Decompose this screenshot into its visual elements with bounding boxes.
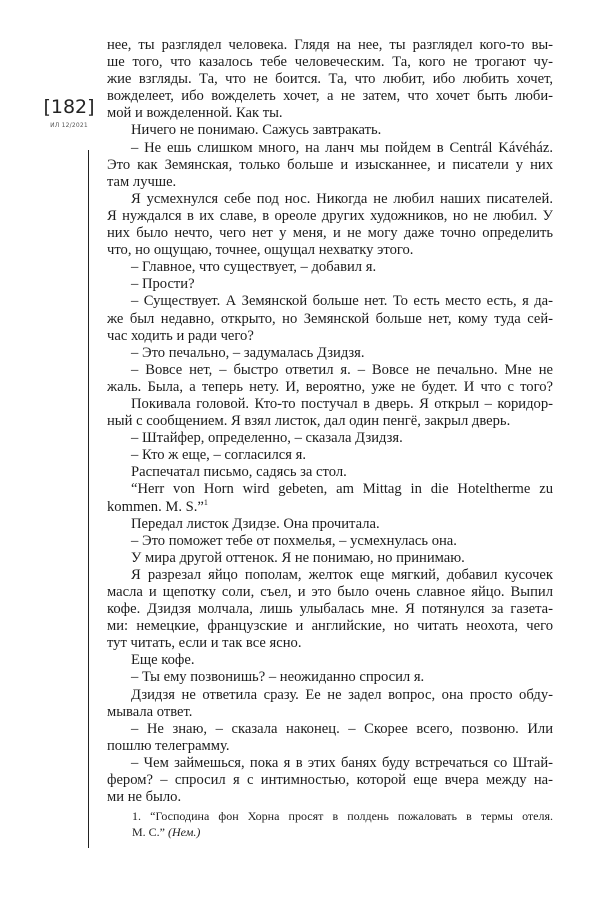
text-line: [107, 311, 553, 328]
text-line: [107, 242, 553, 259]
text-line-content: ный с сообщением. Я взял листок, дал один пенгё, закрыл дверь.: [107, 413, 511, 430]
text-line-content: Дзидзя не ответила сразу. Ее не задел вопрос, она просто обду-: [131, 686, 553, 703]
text-line-content: – Штайфер, определенно, – сказала Дзидзя.: [131, 430, 403, 447]
text-line: [107, 601, 553, 618]
text-line: [107, 687, 553, 704]
text-line: [107, 276, 553, 293]
text-line-content: – Это печально, – задумалась Дзидзя.: [131, 344, 365, 361]
text-line-content: мывала ответ.: [107, 703, 193, 720]
text-line-content: фером? – спросил я с интимностью, которой еще вчера между на-: [107, 772, 553, 789]
text-line: [107, 738, 553, 755]
text-line: [107, 191, 553, 208]
text-line: [107, 140, 553, 157]
text-line-content: ше того, что казалось тебе человеческим. Та, кого не трогают чу-: [107, 54, 553, 71]
text-line: [107, 174, 553, 191]
text-line-content: масла и щепотку соли, съел, и это было очень славное яйцо. Выпил: [107, 584, 553, 600]
text-line: [107, 464, 553, 481]
footnote-language: (Нем.): [168, 825, 201, 839]
text-line: [107, 208, 553, 225]
text-line-content: Передал листок Дзидзе. Она прочитала.: [131, 515, 380, 532]
text-line: [107, 379, 553, 396]
text-line: [107, 755, 553, 772]
journal-issue: ИЛ 12/2021: [50, 122, 88, 129]
text-line: [107, 293, 553, 310]
text-line: [107, 652, 553, 669]
text-line: [107, 721, 553, 738]
text-line-content: – Прости?: [131, 276, 195, 293]
text-line: [107, 635, 553, 652]
text-line: [107, 345, 553, 362]
text-line: [107, 54, 553, 71]
text-line: [107, 618, 553, 635]
text-line: [107, 105, 553, 122]
text-line-content: Это как Земянская, только больше и изысканнее, и писатели у них: [107, 156, 553, 173]
text-line: [107, 669, 553, 686]
text-line: [107, 71, 553, 88]
text-line-content: жаль. Была, а теперь нету. И, вероятно, уже не будет. И что с того?: [107, 378, 553, 395]
text-line-content: ми не было.: [107, 789, 182, 806]
text-line: [107, 225, 553, 242]
text-line-content: кофе. Дзидзя молчала, лишь улыбалась мне. Я потянулся за газета-: [107, 601, 553, 618]
text-line-content: них было нечто, чего нет у меня, и не могу даже точно определить: [107, 225, 553, 242]
text-line-content: час ходить и ради чего?: [107, 327, 254, 344]
text-line-content: – Главное, что существует, – добавил я.: [131, 259, 377, 276]
text-line-content: У мира другой оттенок. Я не понимаю, но принимаю.: [131, 549, 465, 566]
text-line-content: – Не ешь слишком много, на ланч мы пойдем в Centrál Kávéház.: [131, 139, 553, 156]
footnote-line: [107, 824, 553, 840]
text-line-content: “Herr von Horn wird gebeten, am Mittag in die Hoteltherme zu: [131, 481, 553, 498]
text-line: [107, 259, 553, 276]
text-line: [107, 88, 553, 105]
text-line: [107, 430, 553, 447]
text-line: [107, 396, 553, 413]
text-line: [107, 567, 553, 584]
text-line-content: Покивала головой. Кто-то постучал в дверь. Я открыл – коридор-: [131, 395, 553, 412]
text-line-content: – Чем займешься, пока я в этих банях буду встречаться со Штай-: [131, 754, 553, 771]
text-line-content: Я нуждался в их славе, в ореоле других художников, но не любил. У: [107, 207, 553, 224]
body-text: [107, 37, 553, 806]
text-line: [107, 122, 553, 139]
text-line: [107, 789, 553, 806]
text-line-content: нее, ты разглядел человека. Глядя на нее, ты разглядел кого-то вы-: [107, 37, 553, 53]
text-line: [107, 584, 553, 601]
text-line: [107, 772, 553, 789]
text-line-content: Ничего не понимаю. Сажусь завтракать.: [131, 122, 382, 139]
text-line-content: Еще кофе.: [131, 652, 195, 669]
text-line-content: Я усмехнулся себе под нос. Никогда не любил наших писателей.: [131, 190, 553, 207]
text-line-content: тут читать, если и так все ясно.: [107, 635, 302, 652]
text-line-content: что, но ощущаю, точнее, ощущал нехватку этого.: [107, 242, 414, 259]
text-line: [107, 37, 553, 54]
text-line-content: жие взгляды. Та, что не боится. Та, что любит, ибо любить хочет,: [107, 71, 553, 88]
text-line-content: ми: немецкие, французские и английские, но читать неохота, чего: [107, 618, 553, 635]
text-line: [107, 533, 553, 550]
text-line: [107, 481, 553, 498]
footnote-line: 1. “Господина фон Хорна просят в полдень пожаловать в термы отеля.: [132, 809, 553, 823]
text-line-content: пошлю телеграмму.: [107, 737, 230, 754]
text-line: [107, 516, 553, 533]
text-line-content: Распечатал письмо, садясь за стол.: [131, 464, 347, 481]
text-line-content: там лучше.: [107, 173, 177, 190]
text-line: [107, 362, 553, 379]
text-line-content: Я разрезал яйцо пополам, желток еще мягкий, добавил кусочек: [131, 566, 553, 583]
text-line-content: – Кто ж еще, – согласился я.: [131, 447, 306, 464]
footnote-marker[interactable]: 1: [203, 497, 208, 507]
text-line: [107, 447, 553, 464]
text-line-content: – Вовсе нет, – быстро ответил я. – Вовсе не печально. Мне не: [131, 361, 553, 378]
text-line-content: – Не знаю, – сказала наконец. – Скорее всего, позвоню. Или: [131, 720, 553, 737]
text-line-content: вожделеет, ибо вожделеть хочет, а не затем, что хочет быть люби-: [107, 88, 553, 105]
text-line: [107, 704, 553, 721]
text-line-content: – Существует. А Земянской больше нет. То есть место есть, я да-: [131, 293, 553, 310]
text-line-content: же был недавно, открыто, но Земянской больше нет, кому туда сей-: [107, 310, 553, 327]
footnote-text: М. С.”: [132, 825, 165, 839]
text-line: [107, 413, 553, 430]
page-number: [182]: [43, 96, 95, 118]
text-line-content: kommen. M. S.”: [107, 498, 204, 515]
footnote: [107, 808, 553, 840]
text-line: [107, 550, 553, 567]
margin-rule: [88, 150, 89, 848]
text-line-content: – Это поможет тебе от похмелья, – усмехнулась она.: [131, 532, 457, 549]
text-line: [107, 328, 553, 345]
text-line-content: – Ты ему позвонишь? – неожиданно спросил я.: [131, 669, 425, 686]
text-line: [107, 499, 553, 516]
text-line-content: мой и вожделенной. Как ты.: [107, 105, 283, 122]
text-line: [107, 157, 553, 174]
